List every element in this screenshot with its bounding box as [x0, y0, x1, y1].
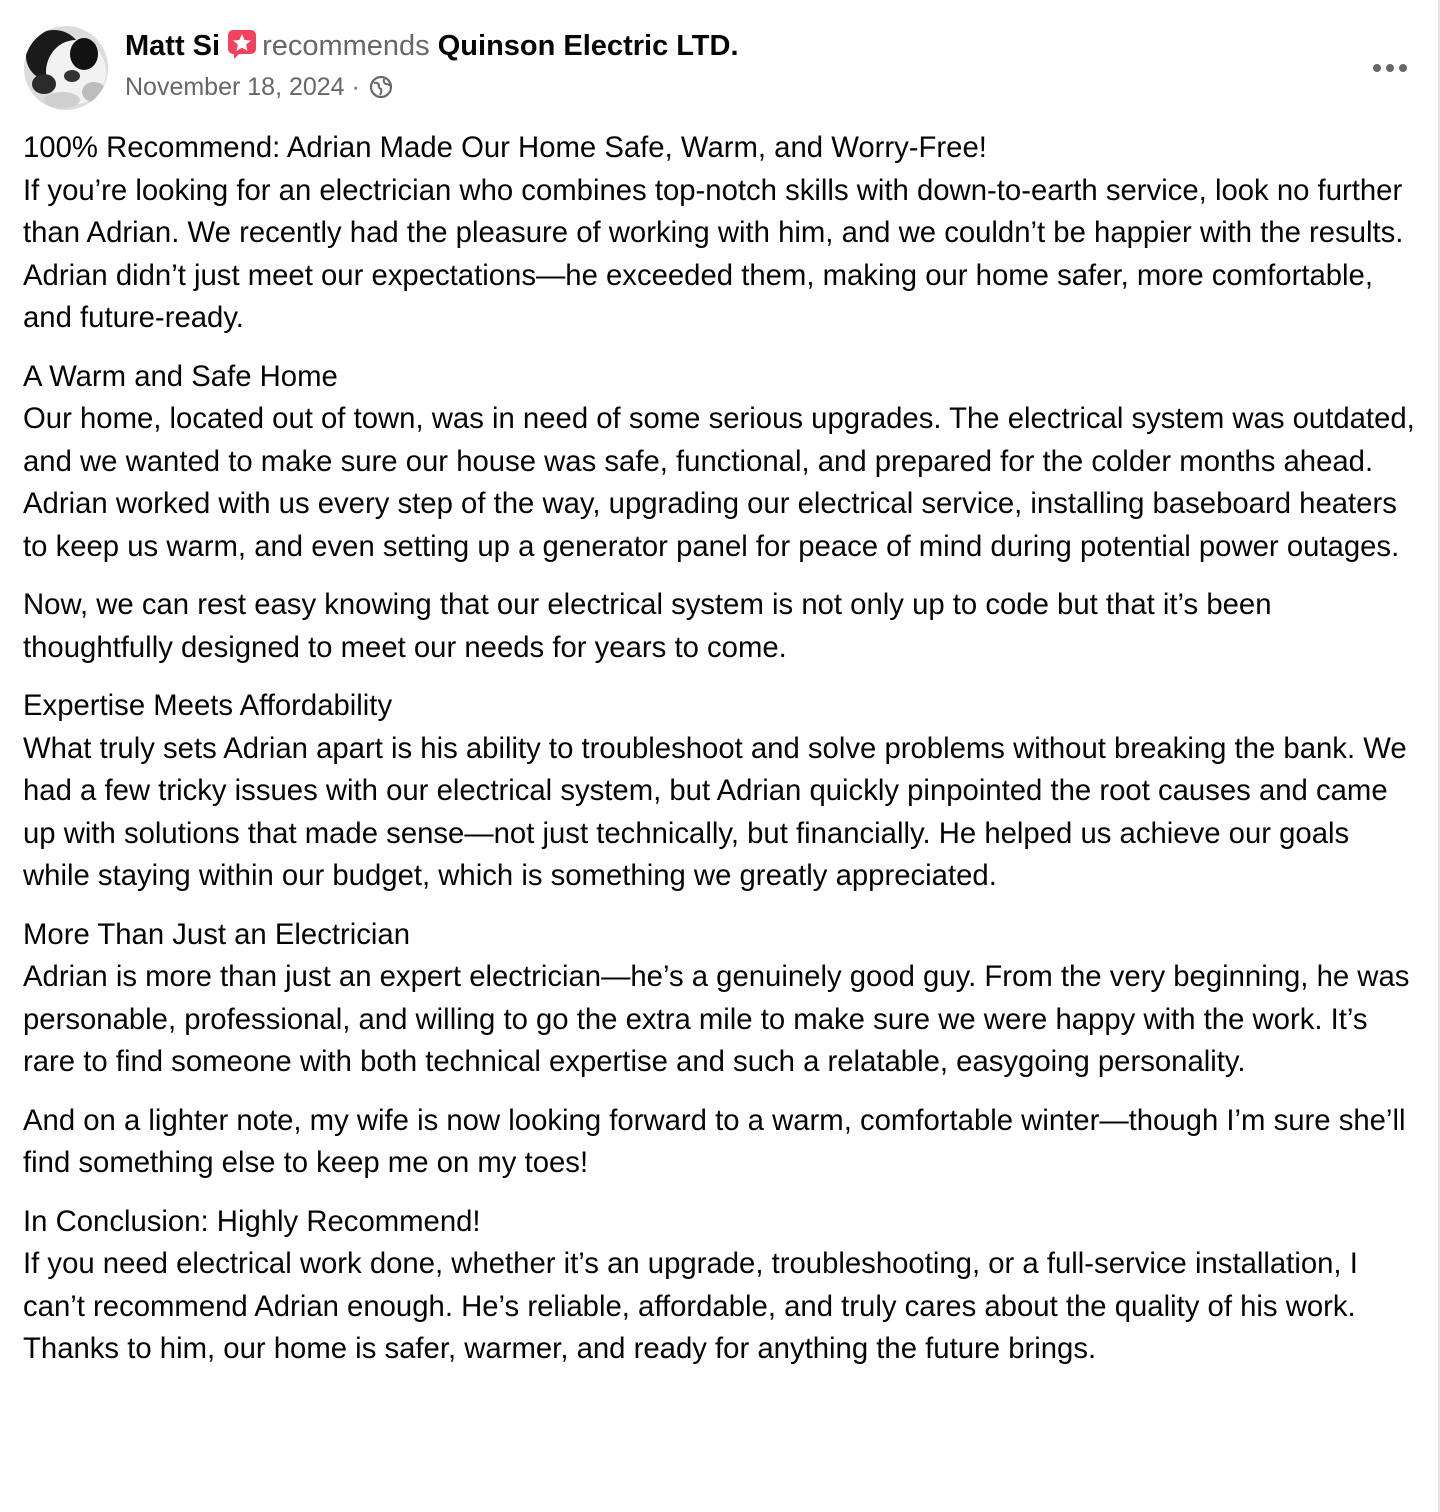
recommendation-badge-icon	[226, 28, 258, 60]
paragraph-heading: 100% Recommend: Adrian Made Our Home Safe, Warm, and Worry-Free!	[23, 131, 987, 164]
author-avatar[interactable]	[24, 26, 108, 110]
more-options-icon	[1372, 63, 1408, 73]
meta-separator: ·	[351, 73, 360, 101]
recommends-text: recommends	[262, 30, 430, 62]
paragraph-expertise	[23, 685, 1423, 898]
paragraph-more-than-electrician	[23, 914, 1423, 1084]
paragraph-heading: A Warm and Safe Home	[23, 359, 338, 393]
paragraph-text: Our home, located out of town, was in need of some serious upgrades. The electrical system was outdated, and we wanted to make sure our house was safe, functional, and prepared for the colder months ahead. Adrian worked with us every step of the way, upgrading our electrical service, installing baseboard heaters to keep us warm, and even setting up a generator panel for peace of mind during potential power outages.	[23, 402, 1415, 563]
author-name[interactable]: Matt Si	[125, 30, 221, 62]
post-title-line	[125, 28, 739, 64]
paragraph-intro	[23, 127, 1423, 340]
paragraph-text: If you need electrical work done, whether it’s an upgrade, troubleshooting, or a full-service installation, I can’t recommend Adrian enough. He’s reliable, affordable, and truly cares about the quality of his work. Thanks to him, our home is safer, warmer, and ready for anything the future brings.	[23, 1247, 1358, 1365]
paragraph-heading: Expertise Meets Affordability	[23, 689, 393, 722]
paragraph-text: And on a lighter note, my wife is now looking forward to a warm, comfortable winter—though I’m sure she’ll find something else to keep me on my toes!	[23, 1103, 1406, 1179]
post-header	[24, 26, 1414, 112]
paragraph-text: Now, we can rest easy knowing that our electrical system is not only up to code but that it’s been thoughtfully designed to meet our needs for years to come.	[23, 588, 1272, 664]
avatar-photo	[24, 26, 108, 110]
paragraph-text: Adrian is more than just an expert electrician—he’s a genuinely good guy. From the very beginning, he was personable, professional, and willing to go the extra mile to make sure we were happy with the work. It’s rare to find someone with both technical expertise and such a relatable, easygoing personality.	[23, 960, 1410, 1078]
paragraph-heading: In Conclusion: Highly Recommend!	[23, 1204, 481, 1238]
paragraph-rest-easy	[23, 584, 1423, 669]
paragraph-conclusion	[23, 1201, 1423, 1371]
paragraph-heading: More Than Just an Electrician	[23, 917, 411, 951]
paragraph-text: What truly sets Adrian apart is his ability to troubleshoot and solve problems without breaking the bank. We had a few tricky issues with our electrical system, but Adrian quickly pinpointed the root causes and came up with solutions that made sense—not just technically, but financially. He helped us achieve our goals while staying within our budget, which is something we greatly appreciated.	[23, 731, 1407, 892]
page-name-link[interactable]: Quinson Electric LTD.	[437, 30, 739, 62]
globe-icon	[369, 75, 393, 99]
post-meta	[125, 71, 393, 103]
paragraph-warm-safe-home	[23, 356, 1423, 569]
paragraph-lighter-note	[23, 1100, 1423, 1185]
more-options-button[interactable]	[1366, 48, 1414, 88]
post-date[interactable]: November 18, 2024	[125, 73, 345, 101]
post-body	[23, 127, 1423, 1387]
paragraph-text: If you’re looking for an electrician who combines top-notch skills with down-to-earth service, look no further than Adrian. We recently had the pleasure of working with him, and we couldn’t be happier with the results. Adrian didn’t just meet our expectations—he exceeded them, making our home safer, more comfortable, and future-ready.	[23, 173, 1404, 334]
